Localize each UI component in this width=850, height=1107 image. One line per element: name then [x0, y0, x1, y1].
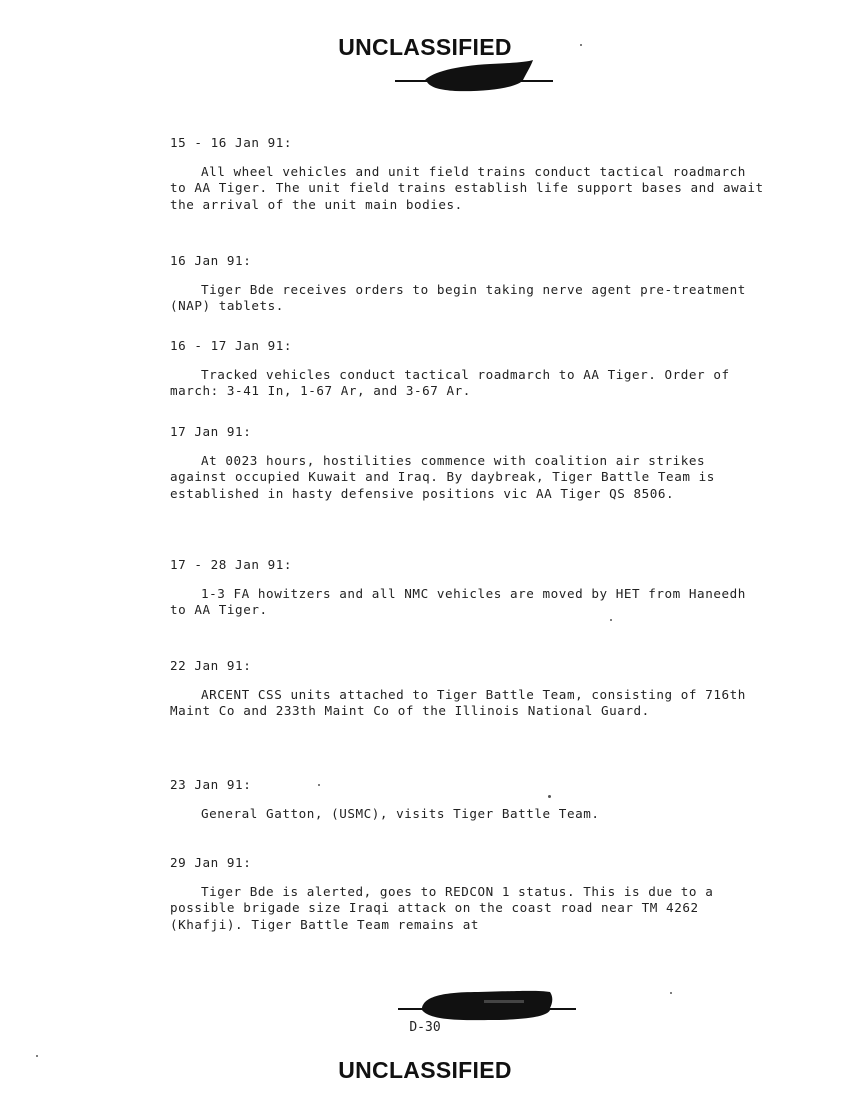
- chronology-entry: [170, 135, 770, 213]
- entry-text: Tiger Bde is alerted, goes to REDCON 1 status. This is due to a possible brigade size Iraqi attack on the coast road near TM 4262 (Khafji). Tiger Battle Team remains at: [170, 883, 714, 932]
- entry-date: 17 Jan 91:: [170, 424, 252, 439]
- entry-text: ARCENT CSS units attached to Tiger Battle Team, consisting of 716th Maint Co and 233th Maint Co of the Illinois National Guard.: [170, 686, 746, 718]
- chronology-entry: [170, 253, 770, 315]
- redaction-mark-top: [395, 58, 555, 98]
- classification-header: UNCLASSIFIED: [338, 34, 512, 60]
- scan-speck: [36, 1055, 38, 1057]
- entry-text: 1-3 FA howitzers and all NMC vehicles are moved by HET from Haneedh to AA Tiger.: [170, 585, 746, 617]
- scan-speck: [610, 619, 612, 621]
- scan-speck: [548, 795, 551, 798]
- chronology-entry: [170, 658, 770, 720]
- chronology-entry: [170, 557, 770, 619]
- scan-speck: [318, 784, 320, 786]
- chronology-entry: [170, 338, 770, 400]
- redaction-mark-bottom: [398, 988, 578, 1024]
- entry-date: 16 Jan 91:: [170, 253, 252, 268]
- entry-date: 23 Jan 91:: [170, 777, 252, 792]
- entry-date: 17 - 28 Jan 91:: [170, 557, 292, 572]
- entry-text: General Gatton, (USMC), visits Tiger Battle Team.: [201, 805, 600, 821]
- scan-speck: [580, 44, 582, 46]
- entry-text: At 0023 hours, hostilities commence with coalition air strikes against occupied Kuwait and Iraq. By daybreak, Tiger Battle Team is established in hasty defensive positions vic AA Tiger QS 8506.: [170, 452, 715, 501]
- entry-text: All wheel vehicles and unit field trains conduct tactical roadmarch to AA Tiger. The unit field trains establish life support bases and await the arrival of the unit main bodies.: [170, 163, 764, 212]
- classification-footer: UNCLASSIFIED: [338, 1057, 512, 1083]
- entry-date: 22 Jan 91:: [170, 658, 252, 673]
- chronology-entry: [170, 855, 770, 933]
- entry-date: 15 - 16 Jan 91:: [170, 135, 292, 150]
- entry-date: 16 - 17 Jan 91:: [170, 338, 292, 353]
- page-number: D-30: [409, 1020, 441, 1035]
- entry-date: 29 Jan 91:: [170, 855, 252, 870]
- entry-text: Tiger Bde receives orders to begin taking nerve agent pre-treatment (NAP) tablets.: [170, 281, 746, 313]
- entry-text: Tracked vehicles conduct tactical roadmarch to AA Tiger. Order of march: 3-41 In, 1-67 Ar, and 3-67 Ar.: [170, 366, 730, 398]
- chronology-entry: [170, 424, 770, 502]
- chronology-entry: [170, 777, 599, 822]
- scan-speck: [670, 992, 672, 994]
